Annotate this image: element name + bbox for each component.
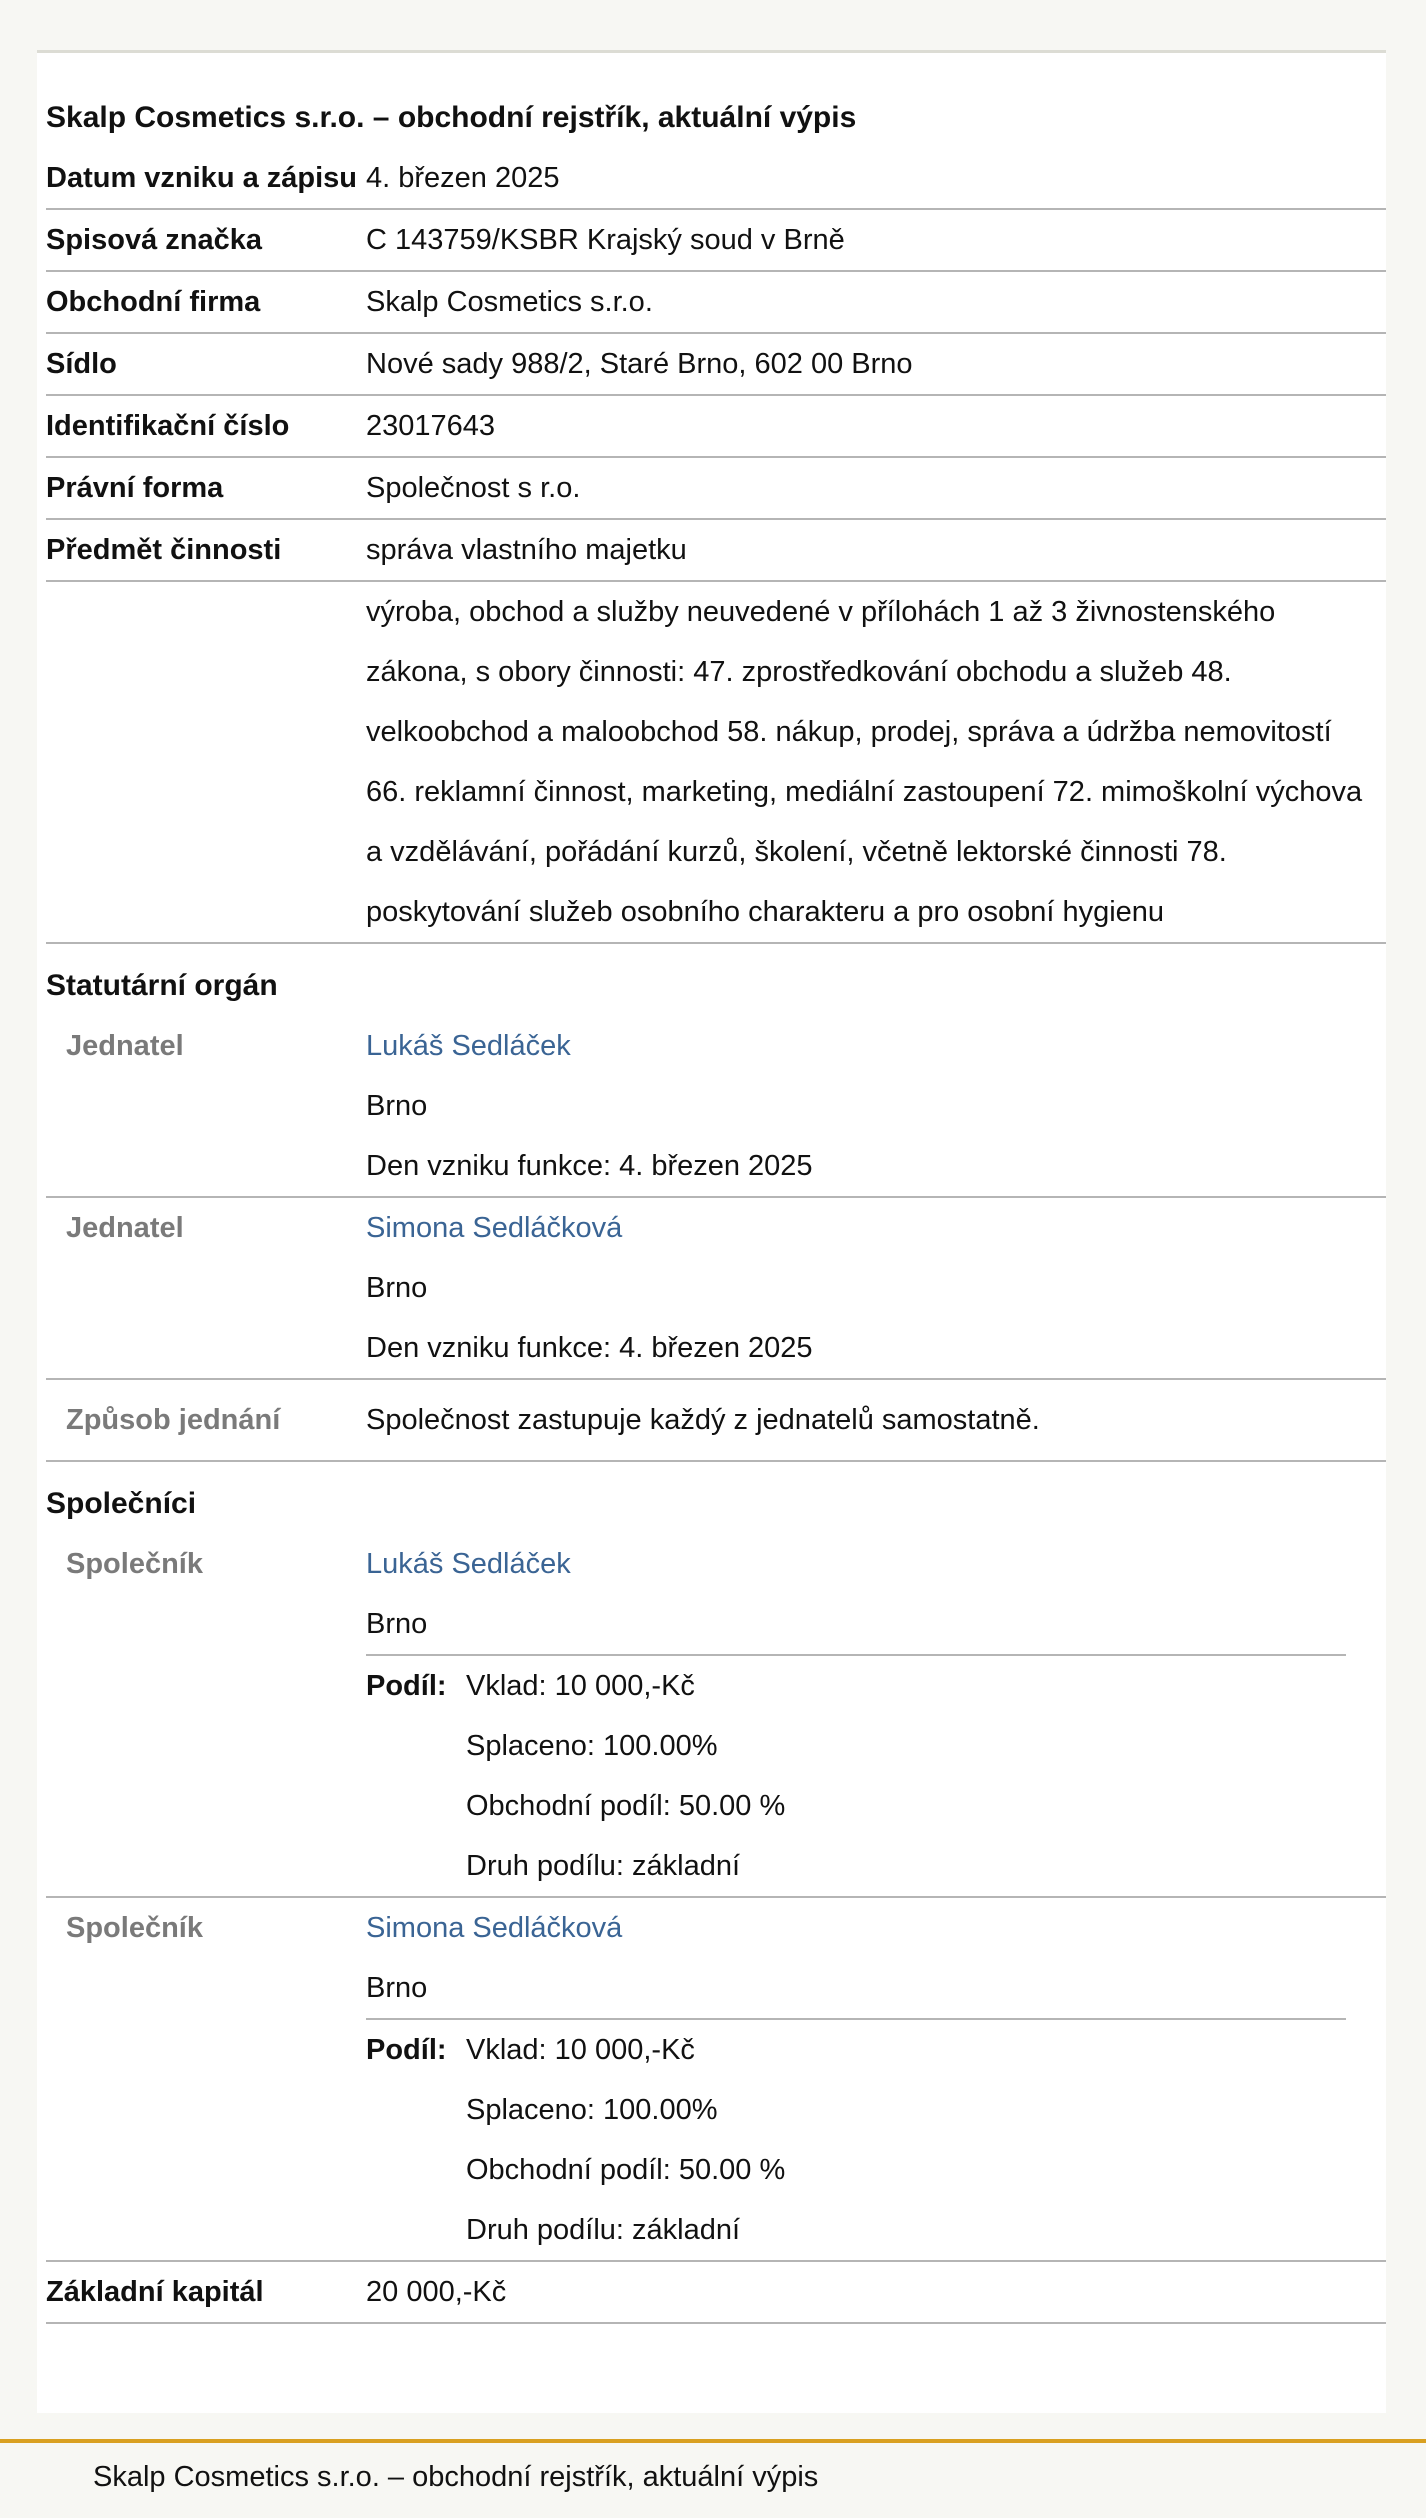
share-deposit: Vklad: 10 000,-Kč [466, 2034, 695, 2066]
statutory-member [46, 1016, 1386, 1198]
row-file-number [46, 210, 1386, 272]
member-city: Brno [366, 1090, 428, 1122]
share-label: Podíl: [366, 1670, 447, 1702]
row-legal-form [46, 458, 1386, 520]
row-label: Obchodní firma [46, 286, 261, 318]
share-paid: Splaceno: 100.00% [466, 1730, 718, 1762]
row-id-number [46, 396, 1386, 458]
share-paid: Splaceno: 100.00% [466, 2094, 718, 2126]
row-activity-1 [46, 520, 1386, 582]
row-founding-date [46, 148, 1386, 210]
partner [46, 1898, 1386, 2262]
row-acting-method [46, 1380, 1386, 1462]
section-partners-title: Společníci [46, 1487, 197, 1520]
share-label: Podíl: [366, 2034, 447, 2066]
activity-item: výroba, obchod a služby neuvedené v přílohách 1 až 3 živnostenského zákona, s obory činnosti: 47. zprostředkování obchodu a služeb 48. velkoobchod a maloobchod 58. nákup, prodej, správa a údržba nemovitostí 66. reklamní činnost, marketing, mediální zastoupení 72. mimoškolní výchova a vzdělávání, pořádání kurzů, školení, včetně lektorské činnosti 78. poskytování služeb osobního charakteru a pro osobní hygienu [366, 596, 1363, 928]
extract-content [46, 53, 1386, 2324]
member-role: Jednatel [66, 1030, 184, 1062]
row-activity-2 [46, 582, 1386, 944]
share-kind: Druh podílu: základní [466, 1850, 741, 1882]
row-value: 20 000,-Kč [366, 2276, 507, 2308]
partner [46, 1534, 1386, 1898]
share-block [366, 1654, 1346, 1896]
row-label: Sídlo [46, 348, 117, 380]
page-footer [0, 2439, 1426, 2518]
row-value: 4. březen 2025 [366, 162, 560, 194]
row-label: Právní forma [46, 472, 224, 504]
member-name-link[interactable]: Lukáš Sedláček [366, 1030, 571, 1062]
share-percent: Obchodní podíl: 50.00 % [466, 2154, 786, 2186]
member-city: Brno [366, 1272, 428, 1304]
partner-role: Společník [66, 1548, 203, 1580]
partner-name-link[interactable]: Lukáš Sedláček [366, 1548, 571, 1580]
member-since: Den vzniku funkce: 4. březen 2025 [366, 1332, 813, 1364]
row-value: C 143759/KSBR Krajský soud v Brně [366, 224, 845, 256]
share-percent: Obchodní podíl: 50.00 % [466, 1790, 786, 1822]
partner-city: Brno [366, 1608, 428, 1640]
page-title: Skalp Cosmetics s.r.o. – obchodní rejstřík, aktuální výpis [46, 101, 857, 134]
partner-city: Brno [366, 1972, 428, 2004]
member-role: Jednatel [66, 1212, 184, 1244]
row-label: Spisová značka [46, 224, 262, 256]
share-kind: Druh podílu: základní [466, 2214, 741, 2246]
row-value: Společnost s r.o. [366, 472, 581, 504]
extract-page [37, 50, 1386, 2413]
row-value: Nové sady 988/2, Staré Brno, 602 00 Brno [366, 348, 913, 380]
section-statutory-title: Statutární orgán [46, 969, 278, 1002]
member-name-link[interactable]: Simona Sedláčková [366, 1212, 623, 1244]
row-label: Identifikační číslo [46, 410, 290, 442]
row-label: Datum vzniku a zápisu [46, 162, 358, 194]
row-label: Způsob jednání [66, 1404, 281, 1436]
member-since: Den vzniku funkce: 4. březen 2025 [366, 1150, 813, 1182]
statutory-member [46, 1198, 1386, 1380]
row-seat [46, 334, 1386, 396]
row-share-capital [46, 2262, 1386, 2324]
row-company-name [46, 272, 1386, 334]
share-deposit: Vklad: 10 000,-Kč [466, 1670, 695, 1702]
activity-item: správa vlastního majetku [366, 534, 687, 566]
partner-name-link[interactable]: Simona Sedláčková [366, 1912, 623, 1944]
row-label: Předmět činnosti [46, 534, 282, 566]
footer-title: Skalp Cosmetics s.r.o. – obchodní rejstřík, aktuální výpis [93, 2461, 819, 2493]
partner-role: Společník [66, 1912, 203, 1944]
row-value: Společnost zastupuje každý z jednatelů samostatně. [366, 1404, 1040, 1436]
share-block [366, 2018, 1346, 2260]
row-label: Základní kapitál [46, 2276, 264, 2308]
row-value: 23017643 [366, 410, 496, 442]
row-value: Skalp Cosmetics s.r.o. [366, 286, 653, 318]
